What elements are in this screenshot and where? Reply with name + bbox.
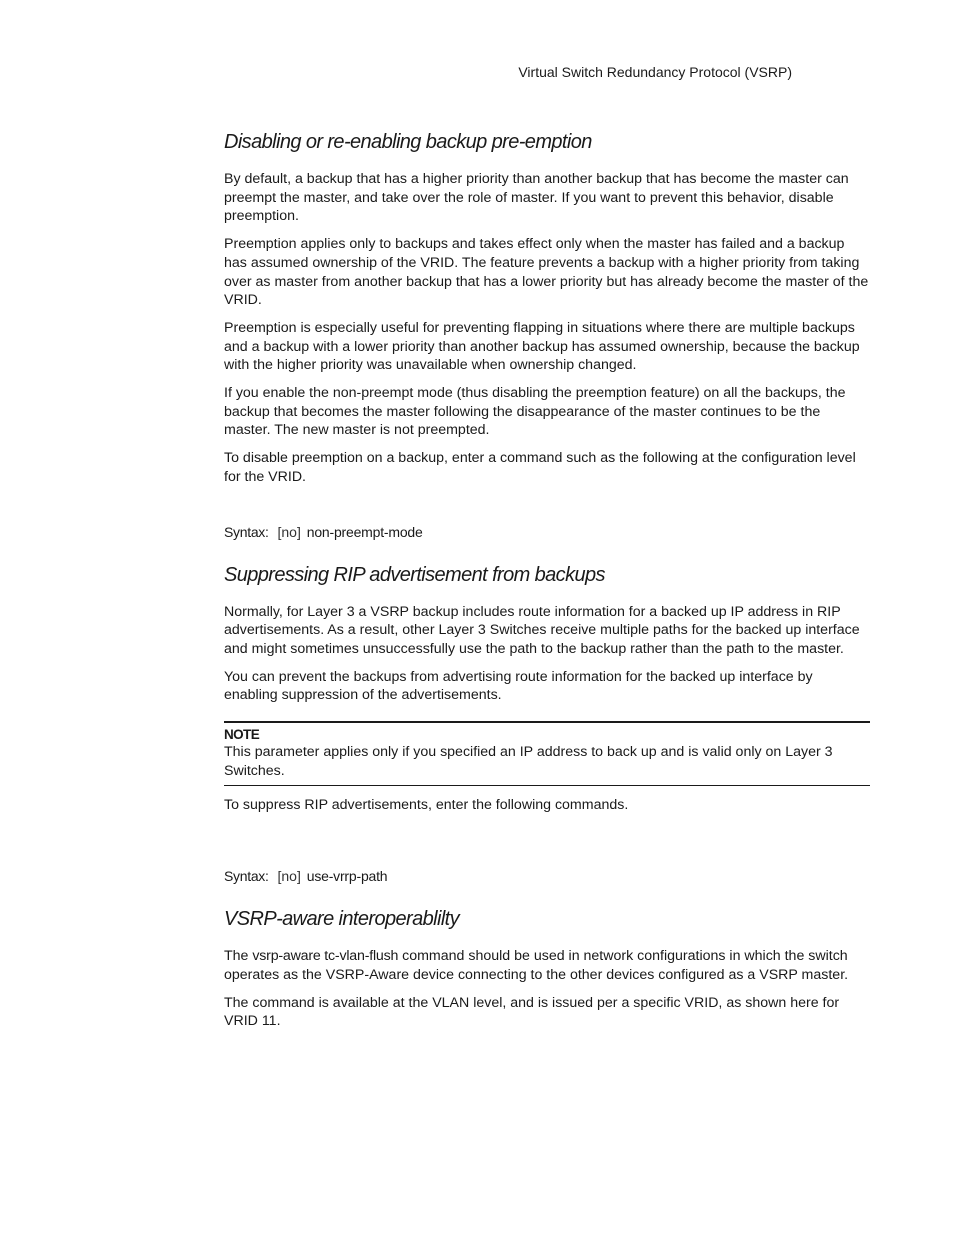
paragraph: Normally, for Layer 3 a VSRP backup includes route information for a backed up IP address in RIP advertisements. As a result, other Layer 3 Switches receive multiple paths for the backed up interface and might sometimes unsuccessfully use the path to the backup rather than the path to the master. xyxy=(224,603,860,657)
note-text: This parameter applies only if you specified an IP address to back up and is valid only on Layer 3 Switches. xyxy=(224,744,833,779)
paragraph-lead: The xyxy=(224,948,253,965)
note-box xyxy=(224,721,870,786)
paragraph-rest: command should be used in network configurations in which the switch operates as the VSRP-Aware device connecting to the other devices configured as a VSRP master. xyxy=(224,948,849,983)
syntax-label: Syntax: xyxy=(224,523,269,540)
paragraph: By default, a backup that has a higher priority than another backup that has become the master can preempt the master, and take over the role of master. If you want to prevent this behavior, disable preemption. xyxy=(224,171,849,225)
paragraph: Preemption applies only to backups and takes effect only when the master has failed and a backup has assumed ownership of the VRID. The feature prevents a backup with a higher priority from taking over as master from another backup that has a lower priority but has already become the master of the VRID. xyxy=(224,236,869,309)
section-heading-suppress-rip: Suppressing RIP advertisement from backups xyxy=(224,563,605,586)
command-keyword: vsrp-aware tc-vlan-flush xyxy=(252,948,399,965)
paragraph: If you enable the non-preempt mode (thus disabling the preemption feature) on all the backups, the backup that becomes the master following the disappearance of the master continues to be the master. The new master is not preempted. xyxy=(224,385,846,439)
paragraph-vsrp-aware-command xyxy=(224,947,870,984)
syntax-optional-no: [no] xyxy=(277,868,301,885)
section-heading-vsrp-aware: VSRP-aware interoperablilty xyxy=(224,908,460,931)
syntax-optional-no: [no] xyxy=(277,523,301,540)
paragraph: To disable preemption on a backup, enter a command such as the following at the configuration level for the VRID. xyxy=(224,450,856,485)
paragraph: Preemption is especially useful for preventing flapping in situations where there are multiple backups and a backup with a lower priority than another backup has assumed ownership, because the backup with the higher priority was unavailable when ownership changed. xyxy=(224,319,860,374)
syntax-non-preempt-mode xyxy=(224,523,870,541)
paragraph: You can prevent the backups from advertising route information for the backed up interface by enabling suppression of the advertisements. xyxy=(224,668,813,704)
syntax-command: use-vrrp-path xyxy=(306,868,388,885)
paragraph: To suppress RIP advertisements, enter the following commands. xyxy=(224,797,629,814)
note-title: NOTE xyxy=(224,727,260,743)
syntax-label: Syntax: xyxy=(224,868,269,885)
syntax-use-vrrp-path xyxy=(224,867,870,885)
paragraph: The command is available at the VLAN level, and is issued per a specific VRID, as shown here for VRID 11. xyxy=(224,994,840,1030)
running-header-title: Virtual Switch Redundancy Protocol (VSRP) xyxy=(518,64,792,80)
page-content xyxy=(224,130,870,1040)
section-heading-backup-preemption: Disabling or re-enabling backup pre-emption xyxy=(224,131,592,153)
syntax-command: non-preempt-mode xyxy=(306,523,423,540)
